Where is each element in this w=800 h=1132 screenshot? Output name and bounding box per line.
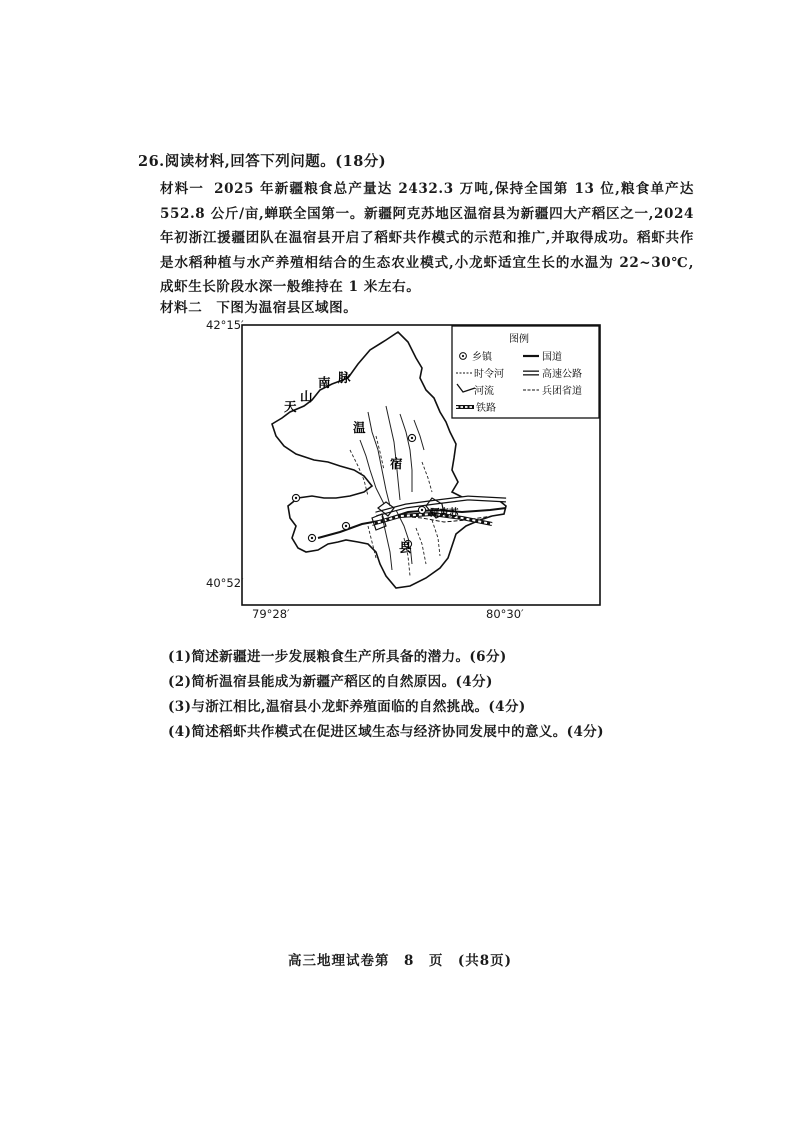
town-marker [342,522,349,529]
legend-bingtuan-road-label: 兵团省道 [542,386,582,397]
sub-question-1: (1)简述新疆进一步发展粮食生产所具备的潜力。(6分) [168,649,507,665]
legend-town-label: 乡镇 [472,352,492,363]
longitude-right: 80°30′ [486,607,524,621]
wensu-county-map [200,320,620,625]
label-tian: 天 [284,399,297,414]
label-nan: 南 [318,375,331,390]
material-two-label: 材料二 [160,300,203,316]
legend-national-road-label: 国道 [542,352,562,363]
material-one-text: 2025 年新疆粮食总产量达 2432.3 万吨,保持全国第 13 位,粮食单产达 552.8 公斤/亩,蝉联全国第一。新疆阿克苏地区温宿县为新疆四大产稻区之一,2024 年初浙江援疆团队在温宿县开启了稻虾共作模式的示范和推广,并取得成功。稻虾共作是水稻种植与水产养殖相结合的生态农业模式,小龙虾适宜生长的水温为 22~30℃,成虾生长阶段水深一般维持在 1 米左右。 [160,181,694,295]
material-one [160,177,694,300]
map-legend [452,326,599,418]
legend-railway-label: 铁路 [476,403,496,414]
label-shan: 山 [300,389,313,404]
material-two [160,296,357,316]
label-city: 阿克苏 [430,508,459,519]
label-xian: 县 [399,540,412,555]
page-footer: 高三地理试卷第 8 页 (共8页) [287,953,513,969]
latitude-top: 42°15′ [206,318,244,332]
town-marker [292,494,299,501]
question-title: 26.阅读材料,回答下列问题。(18分) [138,153,387,170]
legend-title: 图例 [509,334,529,345]
label-wen: 温 [353,420,366,435]
legend-river-label: 河流 [474,386,494,397]
sub-question-2: (2)简析温宿县能成为新疆产稻区的自然原因。(4分) [168,674,493,690]
legend-town-icon [460,353,467,360]
town-marker [408,434,415,441]
longitude-left: 79°28′ [252,607,290,621]
label-su: 宿 [390,456,403,471]
latitude-bottom: 40°52′ [206,576,244,590]
sub-question-3: (3)与浙江相比,温宿县小龙虾养殖面临的自然挑战。(4分) [168,699,526,715]
sub-questions [168,645,604,745]
town-marker [308,534,315,541]
label-mai: 脉 [338,370,351,385]
map-svg [200,320,620,625]
material-one-label: 材料一 [160,181,205,197]
legend-expressway-label: 高速公路 [542,369,582,380]
sub-question-4: (4)简述稻虾共作模式在促进区域生态与经济协同发展中的意义。(4分) [168,724,604,740]
town-marker [418,506,425,513]
legend-seasonal-river-label: 时令河 [474,369,504,380]
material-two-text: 下图为温宿县区域图。 [216,300,358,316]
